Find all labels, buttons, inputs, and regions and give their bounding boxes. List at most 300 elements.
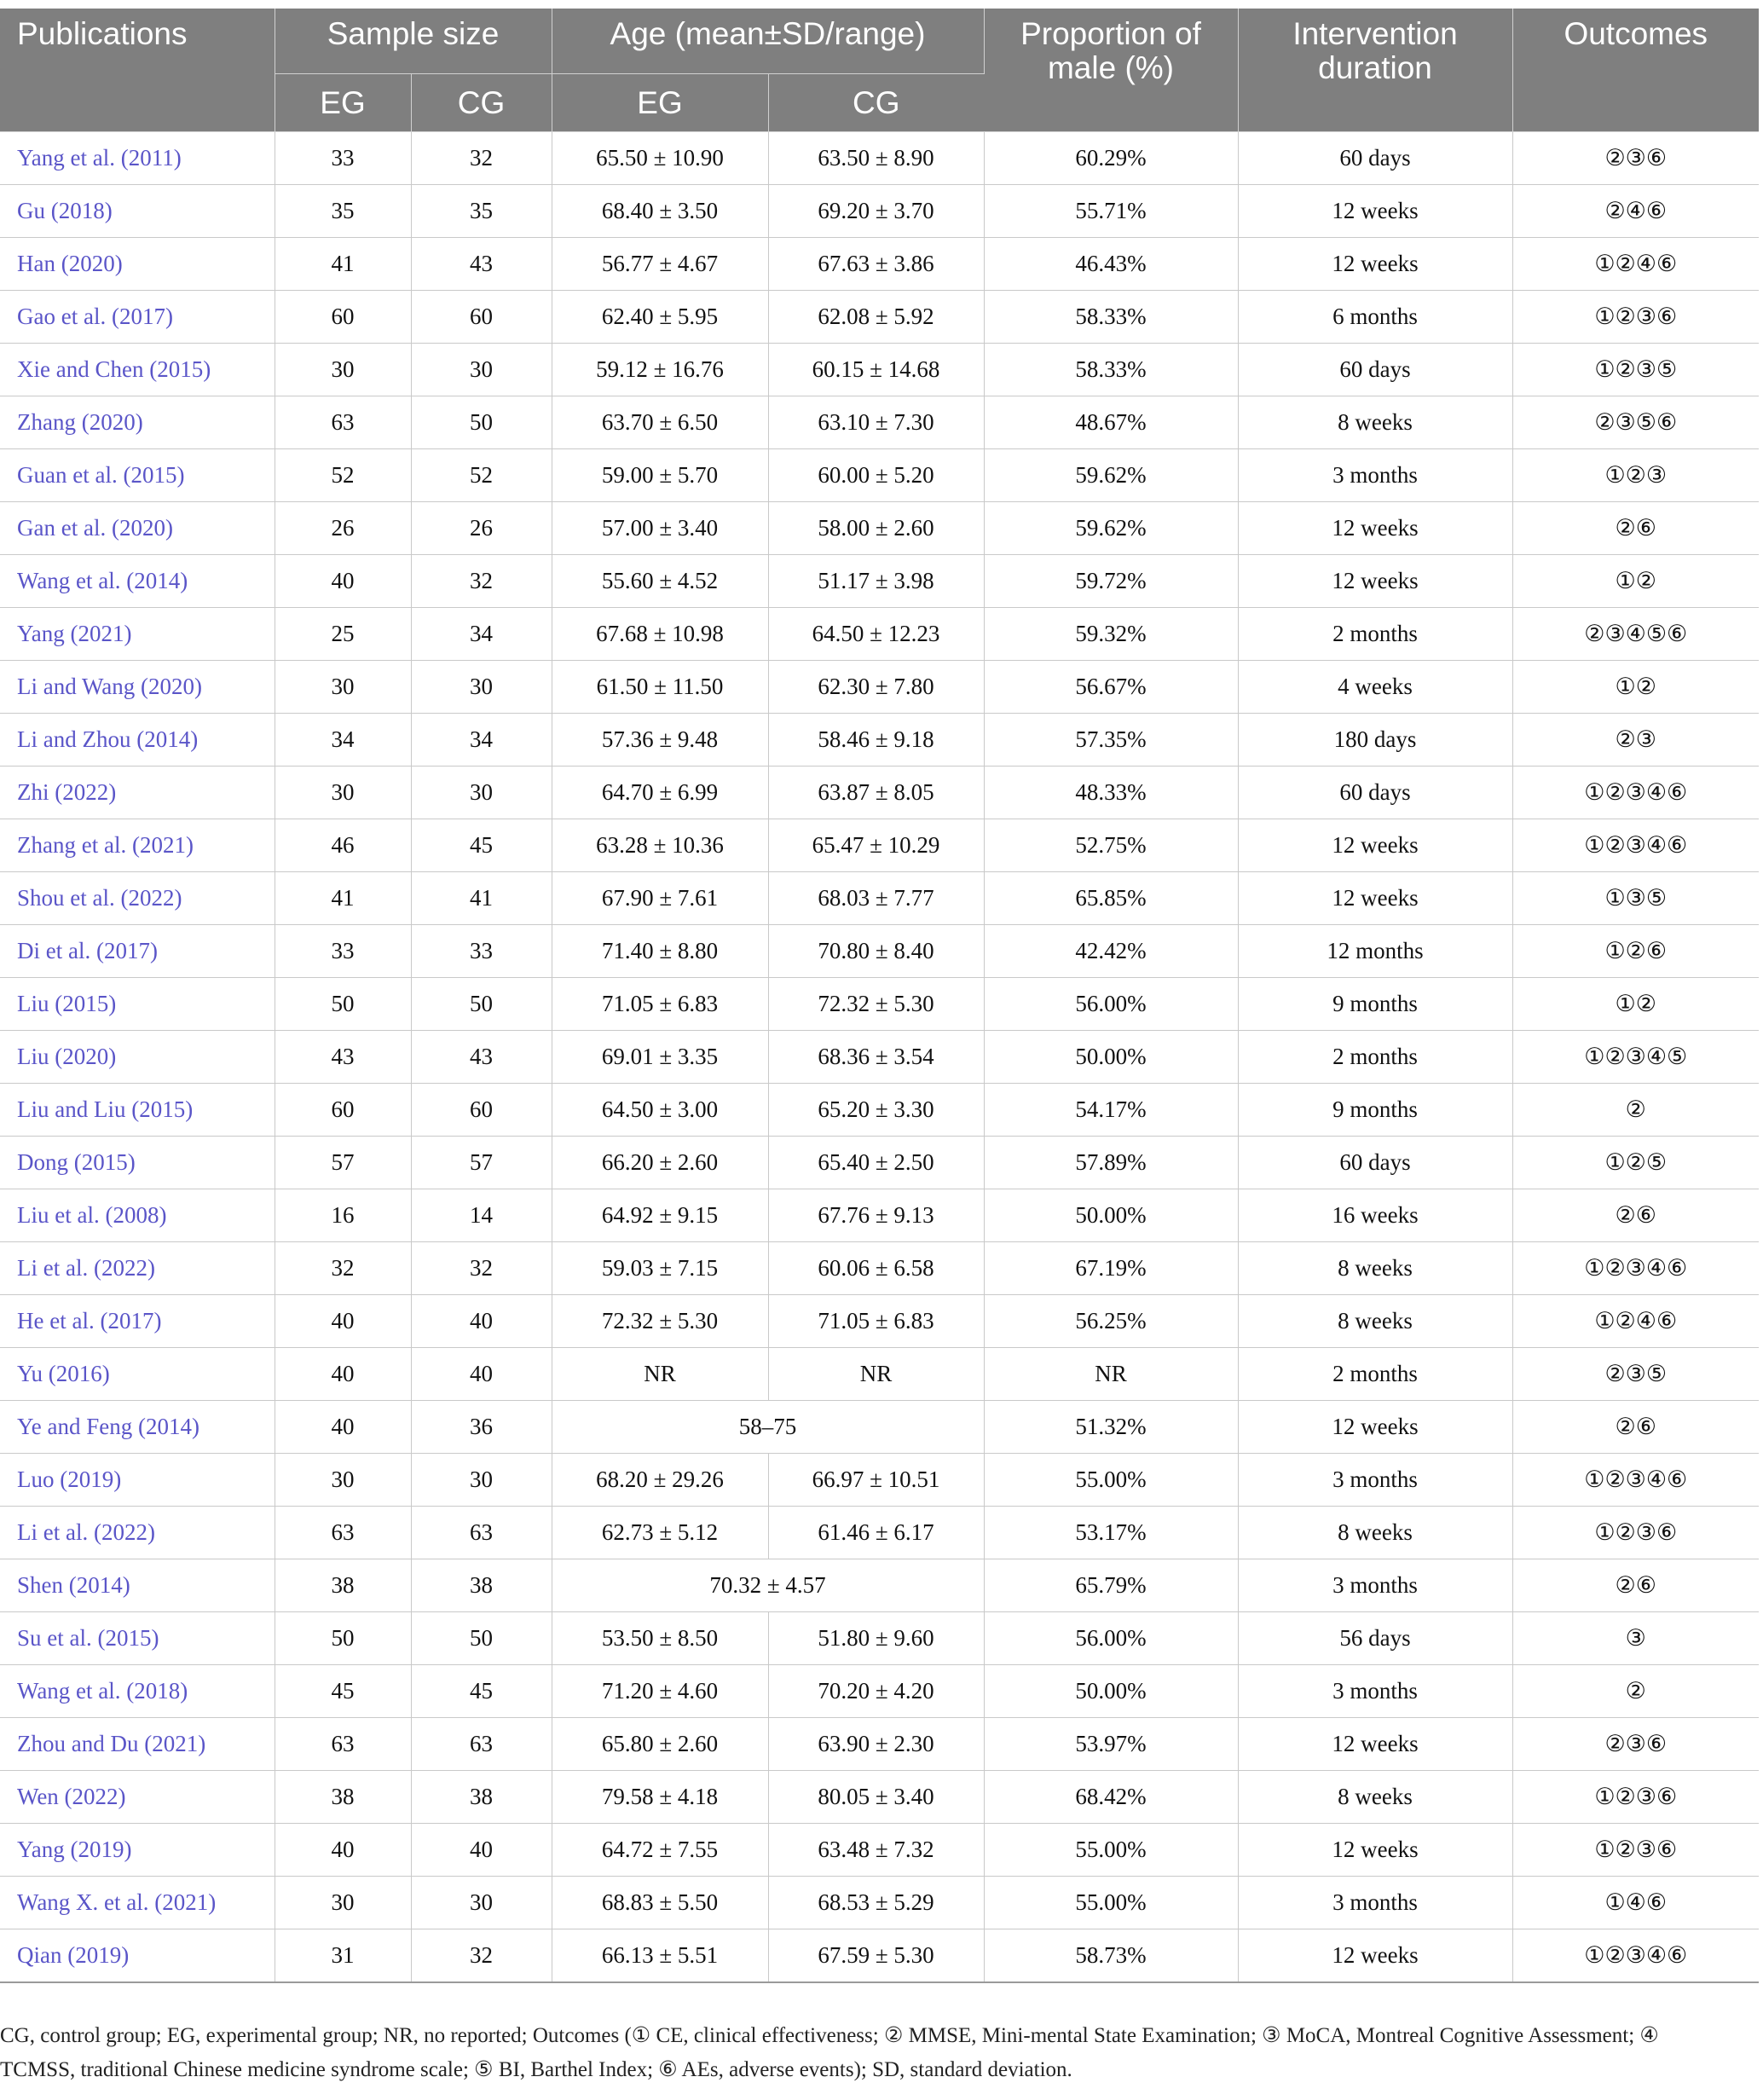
sample-eg-cell: 26	[275, 502, 411, 555]
publication-link[interactable]: Liu and Liu (2015)	[0, 1084, 275, 1137]
male-proportion-cell: 68.42%	[984, 1771, 1238, 1824]
outcomes-cell: ①②③④⑥	[1512, 767, 1759, 819]
male-proportion-cell: 48.33%	[984, 767, 1238, 819]
table-row	[0, 1084, 1759, 1137]
duration-cell: 2 months	[1238, 1031, 1512, 1084]
header-duration: Intervention duration	[1238, 9, 1512, 132]
duration-cell: 60 days	[1238, 132, 1512, 185]
male-proportion-cell: 53.97%	[984, 1718, 1238, 1771]
duration-cell: 2 months	[1238, 1348, 1512, 1401]
table-row	[0, 925, 1759, 978]
age-cg-cell: 60.06 ± 6.58	[768, 1242, 984, 1295]
table-row	[0, 344, 1759, 396]
duration-cell: 8 weeks	[1238, 1295, 1512, 1348]
male-proportion-cell: 50.00%	[984, 1189, 1238, 1242]
sample-cg-cell: 30	[411, 767, 552, 819]
duration-cell: 16 weeks	[1238, 1189, 1512, 1242]
age-eg-cell: 69.01 ± 3.35	[552, 1031, 768, 1084]
sample-cg-cell: 33	[411, 925, 552, 978]
footnote-line-1: CG, control group; EG, experimental group; NR, no reported; Outcomes (① CE, clinical effectiveness; ② MMSE, Mini-mental State Examination; ③ MoCA, Montreal Cognitive Assessment; ④	[0, 2024, 1659, 2047]
publication-link[interactable]: Yang (2021)	[0, 608, 275, 661]
table-row	[0, 714, 1759, 767]
outcomes-cell: ②③⑤	[1512, 1348, 1759, 1401]
sample-cg-cell: 40	[411, 1348, 552, 1401]
age-eg-cell: 57.00 ± 3.40	[552, 502, 768, 555]
duration-cell: 3 months	[1238, 1454, 1512, 1507]
duration-cell: 3 months	[1238, 1665, 1512, 1718]
sample-cg-cell: 35	[411, 185, 552, 238]
age-eg-cell: 61.50 ± 11.50	[552, 661, 768, 714]
sample-eg-cell: 50	[275, 978, 411, 1031]
age-eg-cell: 67.90 ± 7.61	[552, 872, 768, 925]
duration-cell: 60 days	[1238, 1137, 1512, 1189]
male-proportion-cell: 65.85%	[984, 872, 1238, 925]
table-row	[0, 819, 1759, 872]
sample-eg-cell: 33	[275, 132, 411, 185]
male-proportion-cell: 55.00%	[984, 1877, 1238, 1929]
male-proportion-cell: 48.67%	[984, 396, 1238, 449]
age-cg-cell: 63.50 ± 8.90	[768, 132, 984, 185]
age-cg-cell: 51.80 ± 9.60	[768, 1612, 984, 1665]
duration-cell: 12 weeks	[1238, 1824, 1512, 1877]
table-row	[0, 1612, 1759, 1665]
sample-eg-cell: 45	[275, 1665, 411, 1718]
age-eg-cell: 62.73 ± 5.12	[552, 1507, 768, 1559]
sample-eg-cell: 30	[275, 1877, 411, 1929]
sample-cg-cell: 38	[411, 1559, 552, 1612]
publication-link[interactable]: Zhi (2022)	[0, 767, 275, 819]
publication-link[interactable]: Shen (2014)	[0, 1559, 275, 1612]
publication-link[interactable]: Gan et al. (2020)	[0, 502, 275, 555]
sample-cg-cell: 32	[411, 555, 552, 608]
outcomes-cell: ①②③⑤	[1512, 344, 1759, 396]
outcomes-cell: ①②③④⑥	[1512, 819, 1759, 872]
duration-cell: 12 weeks	[1238, 502, 1512, 555]
table-row	[0, 396, 1759, 449]
publication-link[interactable]: Yang (2019)	[0, 1824, 275, 1877]
header-age-cg: CG	[768, 74, 984, 132]
sample-cg-cell: 14	[411, 1189, 552, 1242]
sample-eg-cell: 50	[275, 1612, 411, 1665]
duration-cell: 3 months	[1238, 449, 1512, 502]
duration-cell: 8 weeks	[1238, 1507, 1512, 1559]
age-cg-cell: 66.97 ± 10.51	[768, 1454, 984, 1507]
age-eg-cell: 55.60 ± 4.52	[552, 555, 768, 608]
table-row	[0, 1877, 1759, 1929]
publication-link[interactable]: Ye and Feng (2014)	[0, 1401, 275, 1454]
publication-link[interactable]: Zhang (2020)	[0, 396, 275, 449]
sample-cg-cell: 45	[411, 1665, 552, 1718]
sample-eg-cell: 40	[275, 1824, 411, 1877]
table-row	[0, 1665, 1759, 1718]
sample-eg-cell: 43	[275, 1031, 411, 1084]
male-proportion-cell: 59.72%	[984, 555, 1238, 608]
male-proportion-cell: 56.00%	[984, 1612, 1238, 1665]
sample-eg-cell: 34	[275, 714, 411, 767]
publication-link[interactable]: Wang et al. (2018)	[0, 1665, 275, 1718]
outcomes-cell: ②③⑤⑥	[1512, 396, 1759, 449]
duration-cell: 12 weeks	[1238, 238, 1512, 291]
age-cg-cell: 72.32 ± 5.30	[768, 978, 984, 1031]
sample-cg-cell: 50	[411, 1612, 552, 1665]
age-eg-cell: 68.40 ± 3.50	[552, 185, 768, 238]
publication-link[interactable]: Xie and Chen (2015)	[0, 344, 275, 396]
male-proportion-cell: 55.00%	[984, 1824, 1238, 1877]
publication-link[interactable]: Zhang et al. (2021)	[0, 819, 275, 872]
age-eg-cell: 59.00 ± 5.70	[552, 449, 768, 502]
age-cg-cell: 67.59 ± 5.30	[768, 1929, 984, 1983]
duration-cell: 2 months	[1238, 608, 1512, 661]
outcomes-cell: ①②⑥	[1512, 925, 1759, 978]
age-eg-cell: 59.03 ± 7.15	[552, 1242, 768, 1295]
duration-cell: 56 days	[1238, 1612, 1512, 1665]
table-row	[0, 238, 1759, 291]
outcomes-cell: ②③⑥	[1512, 1718, 1759, 1771]
sample-eg-cell: 63	[275, 1507, 411, 1559]
male-proportion-cell: 59.62%	[984, 502, 1238, 555]
table-row	[0, 1454, 1759, 1507]
duration-cell: 12 weeks	[1238, 872, 1512, 925]
age-eg-cell: 63.28 ± 10.36	[552, 819, 768, 872]
table-row	[0, 1718, 1759, 1771]
male-proportion-cell: 51.32%	[984, 1401, 1238, 1454]
duration-cell: 4 weeks	[1238, 661, 1512, 714]
sample-cg-cell: 40	[411, 1824, 552, 1877]
age-eg-cell: 63.70 ± 6.50	[552, 396, 768, 449]
publication-link[interactable]: Li and Zhou (2014)	[0, 714, 275, 767]
publication-link[interactable]: Liu et al. (2008)	[0, 1189, 275, 1242]
age-eg-cell: 64.72 ± 7.55	[552, 1824, 768, 1877]
sample-cg-cell: 30	[411, 1454, 552, 1507]
outcomes-cell: ②④⑥	[1512, 185, 1759, 238]
outcomes-cell: ①②③④⑤	[1512, 1031, 1759, 1084]
sample-eg-cell: 35	[275, 185, 411, 238]
age-eg-cell: NR	[552, 1348, 768, 1401]
male-proportion-cell: 50.00%	[984, 1665, 1238, 1718]
sample-eg-cell: 41	[275, 872, 411, 925]
age-eg-cell: 56.77 ± 4.67	[552, 238, 768, 291]
table-row	[0, 1401, 1759, 1454]
sample-cg-cell: 26	[411, 502, 552, 555]
age-cg-cell: 65.47 ± 10.29	[768, 819, 984, 872]
publication-link[interactable]: Liu (2020)	[0, 1031, 275, 1084]
male-proportion-cell: 52.75%	[984, 819, 1238, 872]
sample-eg-cell: 33	[275, 925, 411, 978]
header-sample-eg: EG	[275, 74, 411, 132]
duration-cell: 60 days	[1238, 344, 1512, 396]
sample-cg-cell: 30	[411, 661, 552, 714]
age-eg-cell: 79.58 ± 4.18	[552, 1771, 768, 1824]
sample-cg-cell: 38	[411, 1771, 552, 1824]
sample-cg-cell: 50	[411, 978, 552, 1031]
footnote-line-2: TCMSS, traditional Chinese medicine syndrome scale; ⑤ BI, Barthel Index; ⑥ AEs, adverse events); SD, standard deviation.	[0, 2058, 1072, 2081]
outcomes-cell: ①②③④⑥	[1512, 1454, 1759, 1507]
sample-cg-cell: 30	[411, 1877, 552, 1929]
male-proportion-cell: 56.67%	[984, 661, 1238, 714]
duration-cell: 3 months	[1238, 1559, 1512, 1612]
age-cg-cell: 60.15 ± 14.68	[768, 344, 984, 396]
outcomes-cell: ②	[1512, 1084, 1759, 1137]
duration-cell: 12 weeks	[1238, 1401, 1512, 1454]
sample-cg-cell: 57	[411, 1137, 552, 1189]
duration-cell: 60 days	[1238, 767, 1512, 819]
table-row	[0, 872, 1759, 925]
publication-link[interactable]: Di et al. (2017)	[0, 925, 275, 978]
outcomes-cell: ①②③④⑥	[1512, 1929, 1759, 1983]
age-eg-cell: 65.80 ± 2.60	[552, 1718, 768, 1771]
sample-cg-cell: 36	[411, 1401, 552, 1454]
header-sample-size: Sample size	[275, 9, 552, 74]
outcomes-cell: ①②④⑥	[1512, 238, 1759, 291]
table-row	[0, 291, 1759, 344]
publication-link[interactable]: Guan et al. (2015)	[0, 449, 275, 502]
age-cg-cell: 69.20 ± 3.70	[768, 185, 984, 238]
sample-eg-cell: 38	[275, 1771, 411, 1824]
age-merged-cell: 58–75	[552, 1401, 984, 1454]
table-row	[0, 1189, 1759, 1242]
duration-cell: 8 weeks	[1238, 396, 1512, 449]
sample-cg-cell: 32	[411, 1242, 552, 1295]
age-cg-cell: 68.53 ± 5.29	[768, 1877, 984, 1929]
age-cg-cell: 65.40 ± 2.50	[768, 1137, 984, 1189]
publication-link[interactable]: Zhou and Du (2021)	[0, 1718, 275, 1771]
male-proportion-cell: 67.19%	[984, 1242, 1238, 1295]
sample-cg-cell: 32	[411, 132, 552, 185]
publication-link[interactable]: Gu (2018)	[0, 185, 275, 238]
age-cg-cell: 71.05 ± 6.83	[768, 1295, 984, 1348]
age-cg-cell: 67.76 ± 9.13	[768, 1189, 984, 1242]
header-age-eg: EG	[552, 74, 768, 132]
duration-cell: 3 months	[1238, 1877, 1512, 1929]
publication-link[interactable]: Han (2020)	[0, 238, 275, 291]
table-row	[0, 1348, 1759, 1401]
sample-eg-cell: 32	[275, 1242, 411, 1295]
sample-eg-cell: 41	[275, 238, 411, 291]
outcomes-cell: ①②③⑥	[1512, 291, 1759, 344]
sample-eg-cell: 63	[275, 1718, 411, 1771]
header-outcomes: Outcomes	[1512, 9, 1759, 132]
publication-link[interactable]: Liu (2015)	[0, 978, 275, 1031]
outcomes-cell: ①②⑤	[1512, 1137, 1759, 1189]
male-proportion-cell: NR	[984, 1348, 1238, 1401]
sample-eg-cell: 40	[275, 1295, 411, 1348]
sample-eg-cell: 46	[275, 819, 411, 872]
outcomes-cell: ①③⑤	[1512, 872, 1759, 925]
table-row	[0, 449, 1759, 502]
male-proportion-cell: 42.42%	[984, 925, 1238, 978]
duration-cell: 12 weeks	[1238, 185, 1512, 238]
age-cg-cell: 68.36 ± 3.54	[768, 1031, 984, 1084]
sample-eg-cell: 16	[275, 1189, 411, 1242]
publication-link[interactable]: He et al. (2017)	[0, 1295, 275, 1348]
table-row	[0, 1507, 1759, 1559]
outcomes-cell: ②⑥	[1512, 1559, 1759, 1612]
table-row	[0, 185, 1759, 238]
sample-eg-cell: 40	[275, 1401, 411, 1454]
table-row	[0, 1559, 1759, 1612]
age-eg-cell: 57.36 ± 9.48	[552, 714, 768, 767]
age-cg-cell: 64.50 ± 12.23	[768, 608, 984, 661]
age-eg-cell: 62.40 ± 5.95	[552, 291, 768, 344]
publication-link[interactable]: Li et al. (2022)	[0, 1242, 275, 1295]
outcomes-cell: ②	[1512, 1665, 1759, 1718]
table-body	[0, 132, 1759, 1983]
age-eg-cell: 71.20 ± 4.60	[552, 1665, 768, 1718]
age-eg-cell: 67.68 ± 10.98	[552, 608, 768, 661]
male-proportion-cell: 57.35%	[984, 714, 1238, 767]
sample-cg-cell: 45	[411, 819, 552, 872]
outcomes-cell: ①②③⑥	[1512, 1771, 1759, 1824]
age-cg-cell: 63.10 ± 7.30	[768, 396, 984, 449]
duration-cell: 9 months	[1238, 978, 1512, 1031]
publication-link[interactable]: Dong (2015)	[0, 1137, 275, 1189]
age-cg-cell: 70.80 ± 8.40	[768, 925, 984, 978]
outcomes-cell: ①②③⑥	[1512, 1507, 1759, 1559]
male-proportion-cell: 58.73%	[984, 1929, 1238, 1983]
table-row	[0, 555, 1759, 608]
outcomes-cell: ①②④⑥	[1512, 1295, 1759, 1348]
table-row	[0, 1929, 1759, 1983]
duration-cell: 12 weeks	[1238, 555, 1512, 608]
age-cg-cell: 58.46 ± 9.18	[768, 714, 984, 767]
sample-eg-cell: 60	[275, 1084, 411, 1137]
table-row	[0, 502, 1759, 555]
publication-link[interactable]: Luo (2019)	[0, 1454, 275, 1507]
publication-link[interactable]: Gao et al. (2017)	[0, 291, 275, 344]
age-eg-cell: 65.50 ± 10.90	[552, 132, 768, 185]
age-cg-cell: 80.05 ± 3.40	[768, 1771, 984, 1824]
table-row	[0, 608, 1759, 661]
sample-cg-cell: 30	[411, 344, 552, 396]
sample-cg-cell: 63	[411, 1507, 552, 1559]
age-eg-cell: 64.92 ± 9.15	[552, 1189, 768, 1242]
age-eg-cell: 68.83 ± 5.50	[552, 1877, 768, 1929]
sample-eg-cell: 30	[275, 767, 411, 819]
table-footnote	[0, 2019, 1759, 2087]
outcomes-cell: ②⑥	[1512, 502, 1759, 555]
male-proportion-cell: 53.17%	[984, 1507, 1238, 1559]
sample-cg-cell: 34	[411, 714, 552, 767]
sample-cg-cell: 50	[411, 396, 552, 449]
age-eg-cell: 71.05 ± 6.83	[552, 978, 768, 1031]
outcomes-cell: ③	[1512, 1612, 1759, 1665]
age-cg-cell: 63.87 ± 8.05	[768, 767, 984, 819]
age-cg-cell: 51.17 ± 3.98	[768, 555, 984, 608]
male-proportion-cell: 59.62%	[984, 449, 1238, 502]
table-row	[0, 1771, 1759, 1824]
age-cg-cell: 62.08 ± 5.92	[768, 291, 984, 344]
outcomes-cell: ①②③⑥	[1512, 1824, 1759, 1877]
outcomes-cell: ①②	[1512, 555, 1759, 608]
header-sample-cg: CG	[411, 74, 552, 132]
sample-eg-cell: 31	[275, 1929, 411, 1983]
sample-cg-cell: 63	[411, 1718, 552, 1771]
age-cg-cell: 62.30 ± 7.80	[768, 661, 984, 714]
table-row	[0, 1295, 1759, 1348]
publication-link[interactable]: Shou et al. (2022)	[0, 872, 275, 925]
table-row	[0, 1137, 1759, 1189]
outcomes-cell: ①②③④⑥	[1512, 1242, 1759, 1295]
age-merged-cell: 70.32 ± 4.57	[552, 1559, 984, 1612]
sample-eg-cell: 25	[275, 608, 411, 661]
age-eg-cell: 64.70 ± 6.99	[552, 767, 768, 819]
male-proportion-cell: 56.00%	[984, 978, 1238, 1031]
sample-cg-cell: 60	[411, 1084, 552, 1137]
age-cg-cell: 67.63 ± 3.86	[768, 238, 984, 291]
header-age: Age (mean±SD/range)	[552, 9, 984, 74]
age-cg-cell: 58.00 ± 2.60	[768, 502, 984, 555]
publication-link[interactable]: Su et al. (2015)	[0, 1612, 275, 1665]
age-eg-cell: 72.32 ± 5.30	[552, 1295, 768, 1348]
duration-cell: 8 weeks	[1238, 1242, 1512, 1295]
male-proportion-cell: 60.29%	[984, 132, 1238, 185]
publication-link[interactable]: Li and Wang (2020)	[0, 661, 275, 714]
sample-cg-cell: 40	[411, 1295, 552, 1348]
sample-cg-cell: 41	[411, 872, 552, 925]
age-cg-cell: NR	[768, 1348, 984, 1401]
age-cg-cell: 65.20 ± 3.30	[768, 1084, 984, 1137]
outcomes-cell: ②⑥	[1512, 1189, 1759, 1242]
duration-cell: 12 weeks	[1238, 1718, 1512, 1771]
male-proportion-cell: 55.71%	[984, 185, 1238, 238]
publication-link[interactable]: Li et al. (2022)	[0, 1507, 275, 1559]
sample-eg-cell: 57	[275, 1137, 411, 1189]
male-proportion-cell: 56.25%	[984, 1295, 1238, 1348]
male-proportion-cell: 50.00%	[984, 1031, 1238, 1084]
age-eg-cell: 59.12 ± 16.76	[552, 344, 768, 396]
study-characteristics-table	[0, 9, 1759, 1983]
table-row	[0, 1824, 1759, 1877]
sample-eg-cell: 40	[275, 1348, 411, 1401]
outcomes-cell: ②⑥	[1512, 1401, 1759, 1454]
duration-cell: 9 months	[1238, 1084, 1512, 1137]
sample-eg-cell: 30	[275, 1454, 411, 1507]
age-cg-cell: 61.46 ± 6.17	[768, 1507, 984, 1559]
outcomes-cell: ②③⑥	[1512, 132, 1759, 185]
age-cg-cell: 70.20 ± 4.20	[768, 1665, 984, 1718]
sample-eg-cell: 63	[275, 396, 411, 449]
publication-link[interactable]: Wang et al. (2014)	[0, 555, 275, 608]
age-eg-cell: 66.20 ± 2.60	[552, 1137, 768, 1189]
male-proportion-cell: 54.17%	[984, 1084, 1238, 1137]
male-proportion-cell: 55.00%	[984, 1454, 1238, 1507]
age-eg-cell: 68.20 ± 29.26	[552, 1454, 768, 1507]
duration-cell: 6 months	[1238, 291, 1512, 344]
publication-link[interactable]: Wen (2022)	[0, 1771, 275, 1824]
publication-link[interactable]: Qian (2019)	[0, 1929, 275, 1983]
publication-link[interactable]: Wang X. et al. (2021)	[0, 1877, 275, 1929]
outcomes-cell: ①②③	[1512, 449, 1759, 502]
male-proportion-cell: 59.32%	[984, 608, 1238, 661]
age-cg-cell: 68.03 ± 7.77	[768, 872, 984, 925]
sample-eg-cell: 30	[275, 661, 411, 714]
header-publications: Publications	[0, 9, 275, 132]
duration-cell: 12 weeks	[1238, 819, 1512, 872]
age-cg-cell: 63.90 ± 2.30	[768, 1718, 984, 1771]
sample-cg-cell: 52	[411, 449, 552, 502]
age-cg-cell: 60.00 ± 5.20	[768, 449, 984, 502]
sample-cg-cell: 43	[411, 238, 552, 291]
sample-eg-cell: 60	[275, 291, 411, 344]
sample-cg-cell: 60	[411, 291, 552, 344]
publication-link[interactable]: Yu (2016)	[0, 1348, 275, 1401]
table-row	[0, 978, 1759, 1031]
male-proportion-cell: 58.33%	[984, 291, 1238, 344]
publication-link[interactable]: Yang et al. (2011)	[0, 132, 275, 185]
outcomes-cell: ②③	[1512, 714, 1759, 767]
table-row	[0, 661, 1759, 714]
table-row	[0, 767, 1759, 819]
